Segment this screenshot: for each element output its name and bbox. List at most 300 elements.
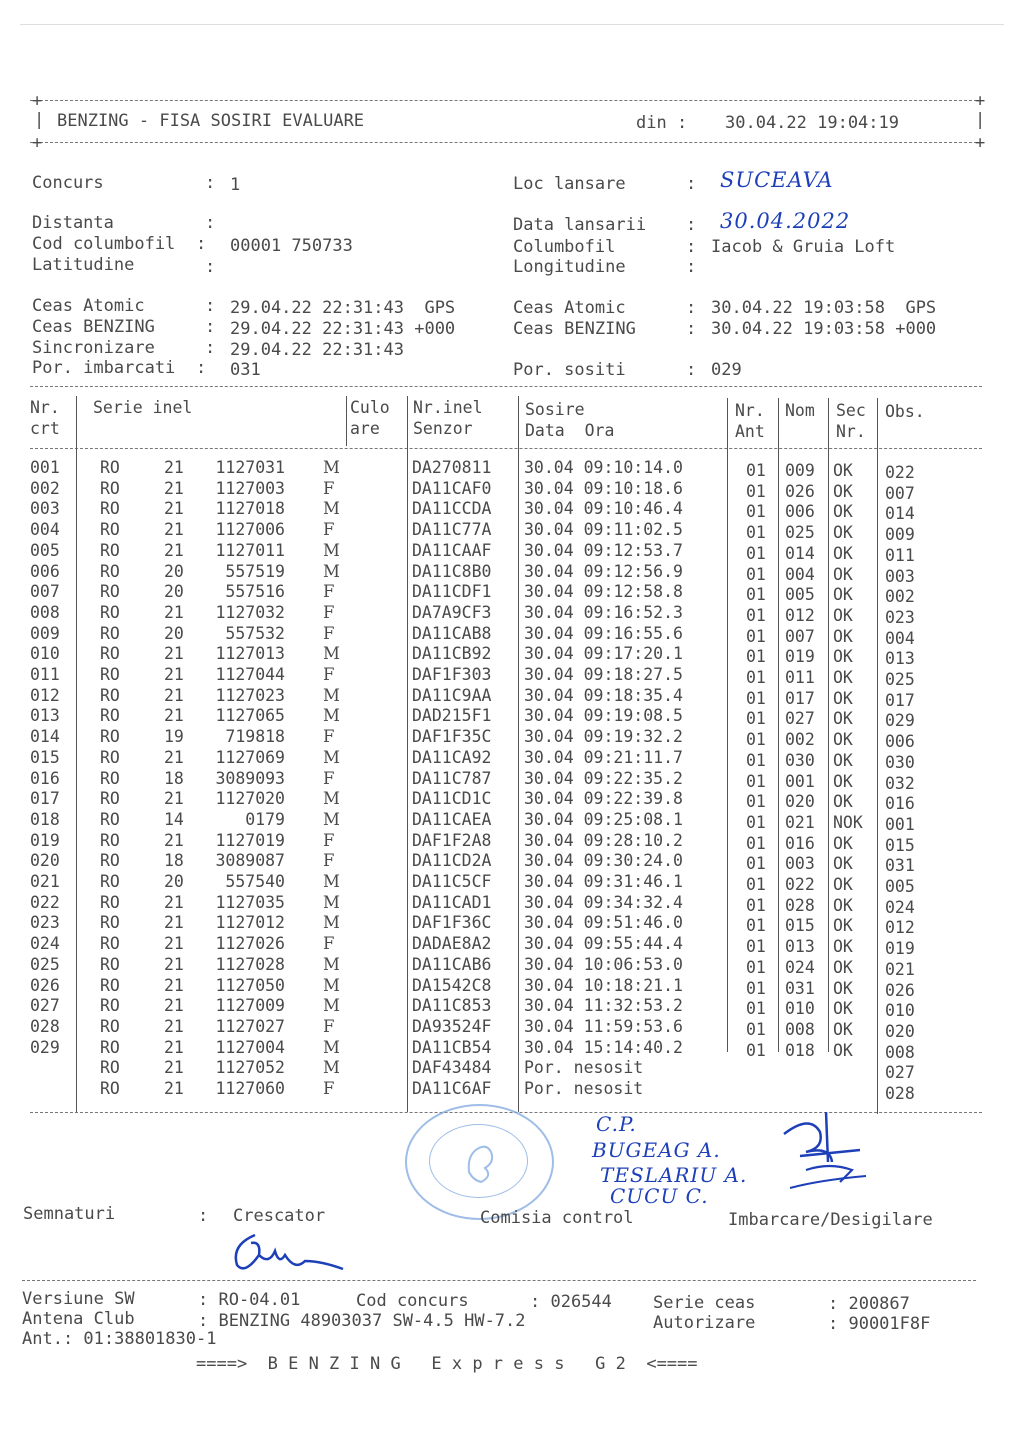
cell-sec: OK xyxy=(833,668,853,687)
cell-sensor: DA1542C8 xyxy=(412,975,492,995)
cell-sex: F xyxy=(323,602,335,622)
cell-year: 18 xyxy=(164,851,184,871)
cell-ring: 557516 xyxy=(225,582,285,602)
cell-sex: F xyxy=(323,520,335,540)
info-left-label: Por. imbarcati xyxy=(32,358,176,378)
cell-antenna: 01 xyxy=(746,647,766,667)
cell-ring: 1127020 xyxy=(215,789,285,809)
cell-obs: 002 xyxy=(885,587,915,607)
cell-country: RO xyxy=(100,975,120,995)
cell-country: RO xyxy=(100,1058,120,1078)
cell-year: 21 xyxy=(164,499,184,519)
table-row xyxy=(30,706,982,731)
cell-obs: 011 xyxy=(885,545,915,565)
cell-nr: 013 xyxy=(30,706,60,726)
cell-sex: F xyxy=(323,768,335,788)
cell-antenna: 01 xyxy=(746,688,766,708)
cell-sensor: DA11C9AA xyxy=(412,685,492,705)
cell-sensor: DAF1F303 xyxy=(412,665,492,684)
cell-ring: 1127050 xyxy=(215,975,285,995)
table-row xyxy=(30,954,982,979)
cell-sensor: DA11CAB8 xyxy=(412,623,492,643)
cell-sex: M xyxy=(323,644,340,664)
footer-border xyxy=(22,1280,976,1281)
table-row xyxy=(30,727,982,752)
cell-ring: 1127027 xyxy=(215,1016,285,1036)
info-left-sep: : xyxy=(205,317,216,337)
cell-sec: OK xyxy=(833,647,853,667)
cell-sec: OK xyxy=(833,957,853,977)
cell-arrival: 30.04 09:25:08.1 xyxy=(524,809,683,829)
cell-sensor: DAF43484 xyxy=(412,1058,492,1078)
col-line-2 xyxy=(346,396,347,446)
cell-year: 18 xyxy=(164,768,184,788)
cell-nr: 004 xyxy=(30,520,60,540)
cell-country: RO xyxy=(100,768,120,788)
cell-obs: 027 xyxy=(885,1063,915,1083)
cell-ring: 1127009 xyxy=(215,996,285,1016)
cell-antenna: 01 xyxy=(746,461,766,480)
cell-sex: F xyxy=(323,623,335,643)
cell-country: RO xyxy=(100,789,120,809)
cell-country: RO xyxy=(100,996,120,1016)
cell-obs: 029 xyxy=(885,711,915,731)
th-sec-1: Sec xyxy=(836,401,866,420)
table-row xyxy=(30,913,982,938)
cell-year: 21 xyxy=(164,830,184,850)
cell-antenna: 01 xyxy=(746,875,766,894)
footer-banner: ====> B E N Z I N G E x p r e s s G 2 <==== xyxy=(196,1354,698,1374)
cell-nr: 027 xyxy=(30,996,60,1016)
cell-sensor: DA7A9CF3 xyxy=(412,602,492,622)
cell-arrival: 30.04 09:10:18.6 xyxy=(524,478,683,498)
cell-obs: 012 xyxy=(885,918,915,938)
cell-sec: OK xyxy=(833,1040,853,1060)
cell-country: RO xyxy=(100,872,120,891)
cell-country: RO xyxy=(100,644,120,664)
cell-arrival: 30.04 09:12:58.8 xyxy=(524,582,683,602)
cell-antenna: 01 xyxy=(746,709,766,729)
cell-sensor: DA11CB54 xyxy=(412,1037,492,1057)
cell-country: RO xyxy=(100,892,120,912)
cell-antenna: 01 xyxy=(746,502,766,522)
cell-sensor: DA270811 xyxy=(412,458,492,477)
info-left-label: Ceas BENZING xyxy=(32,317,155,337)
table-row xyxy=(30,768,982,793)
cell-nom: 024 xyxy=(785,957,815,977)
cell-nom: 016 xyxy=(785,833,815,853)
crescator-signature xyxy=(225,1225,355,1285)
cell-sensor: DA11CAAF xyxy=(412,540,492,560)
info-left-label: Ceas Atomic xyxy=(32,296,145,316)
cell-obs: 005 xyxy=(885,877,915,896)
info-right-sep: : xyxy=(686,237,697,257)
cell-year: 21 xyxy=(164,1037,184,1057)
info-right-label: Ceas Atomic xyxy=(513,298,626,318)
cell-obs: 024 xyxy=(885,897,915,917)
th-ant-1: Nr. xyxy=(735,401,765,420)
table-row xyxy=(30,499,982,524)
cell-nr: 020 xyxy=(30,851,60,871)
cell-sensor: DA11CAF0 xyxy=(412,478,492,498)
cell-arrival: 30.04 10:06:53.0 xyxy=(524,954,683,974)
footer-cod-label: Cod concurs xyxy=(356,1291,469,1311)
cell-nr: 018 xyxy=(30,809,60,829)
info-right-sep: : xyxy=(686,360,697,380)
cell-nr: 008 xyxy=(30,602,60,622)
cell-year: 20 xyxy=(164,561,184,581)
commission-name: C.P. xyxy=(596,1112,637,1136)
th-ant-2: Ant xyxy=(735,422,765,441)
table-row xyxy=(30,665,982,689)
cell-arrival: 30.04 11:32:53.2 xyxy=(524,996,683,1016)
cell-nom: 001 xyxy=(785,771,815,791)
cell-sensor: DADAE8A2 xyxy=(412,934,492,954)
cell-sex: M xyxy=(323,789,340,809)
info-left-label: Concurs xyxy=(32,173,104,193)
footer-antena-label: Antena Club xyxy=(22,1309,135,1329)
cell-nom: 026 xyxy=(785,481,815,501)
cell-sex: M xyxy=(323,975,340,995)
header-din-label: din : xyxy=(636,113,688,133)
cell-sec: OK xyxy=(833,978,853,998)
cell-ring: 1127019 xyxy=(215,830,285,850)
table-row xyxy=(30,520,982,545)
cell-ring: 557540 xyxy=(225,872,285,891)
cell-arrival: 30.04 09:19:32.2 xyxy=(524,727,683,747)
cell-year: 21 xyxy=(164,478,184,498)
cell-sex: M xyxy=(323,1037,340,1057)
cell-obs: 006 xyxy=(885,732,915,752)
cell-sensor: DAF1F36C xyxy=(412,913,492,933)
footer-ant-line: Ant.: 01:38801830-1 xyxy=(22,1329,217,1349)
cell-arrival: 30.04 09:21:11.7 xyxy=(524,747,683,767)
cell-antenna: 01 xyxy=(746,605,766,625)
cell-year: 21 xyxy=(164,934,184,954)
cell-ring: 3089087 xyxy=(215,851,285,871)
cell-ring: 0179 xyxy=(245,809,285,829)
cell-sec: OK xyxy=(833,523,853,543)
cell-year: 21 xyxy=(164,996,184,1016)
cell-year: 21 xyxy=(164,665,184,684)
cell-arrival: 30.04 09:55:44.4 xyxy=(524,934,683,954)
cell-sec: OK xyxy=(833,502,853,522)
cell-sec: OK xyxy=(833,833,853,853)
cell-sex: M xyxy=(323,1058,340,1078)
cell-sec: OK xyxy=(833,709,853,729)
cell-nr: 022 xyxy=(30,892,60,912)
cell-nr: 026 xyxy=(30,975,60,995)
th-sosire-1: Sosire xyxy=(525,400,585,419)
cell-arrival: Por. nesosit xyxy=(524,1058,644,1078)
cell-sex: F xyxy=(323,934,335,954)
info-left-sep: : xyxy=(205,338,216,358)
cell-ring: 719818 xyxy=(225,727,285,747)
cell-nr: 006 xyxy=(30,561,60,581)
cell-arrival: 30.04 09:18:27.5 xyxy=(524,665,683,684)
cell-nom: 002 xyxy=(785,730,815,750)
cell-ring: 1127032 xyxy=(215,602,285,622)
cell-sensor: DA11C6AF xyxy=(412,1079,492,1098)
cell-country: RO xyxy=(100,809,120,829)
cell-ring: 1127013 xyxy=(215,644,285,664)
cell-obs: 031 xyxy=(885,856,915,876)
cell-arrival: 30.04 09:34:32.4 xyxy=(524,892,683,912)
cell-country: RO xyxy=(100,727,120,747)
cell-antenna: 01 xyxy=(746,792,766,812)
cell-ring: 557532 xyxy=(225,623,285,643)
cell-ring: 1127060 xyxy=(215,1079,285,1098)
cell-country: RO xyxy=(100,934,120,954)
info-left-sep: : xyxy=(205,173,216,193)
cell-year: 20 xyxy=(164,623,184,643)
table-row xyxy=(30,458,982,482)
cell-arrival: 30.04 09:51:46.0 xyxy=(524,913,683,933)
info-right-label: Data lansarii xyxy=(513,215,647,235)
cell-obs: 025 xyxy=(885,670,915,689)
cell-antenna: 01 xyxy=(746,937,766,957)
cell-nr: 024 xyxy=(30,934,60,954)
cell-nom: 009 xyxy=(785,461,815,480)
cell-arrival: 30.04 09:22:35.2 xyxy=(524,768,683,788)
cell-antenna: 01 xyxy=(746,833,766,853)
cell-arrival: 30.04 09:12:53.7 xyxy=(524,540,683,560)
cell-sex: F xyxy=(323,830,335,850)
cell-sec: OK xyxy=(833,895,853,915)
cell-nr: 005 xyxy=(30,540,60,560)
header-border-top xyxy=(30,100,982,101)
th-culoare-1: Culo xyxy=(350,398,390,417)
cell-nr: 001 xyxy=(30,458,60,477)
th-serie: Serie inel xyxy=(93,398,193,417)
th-obs: Obs. xyxy=(885,402,925,421)
cell-antenna: 01 xyxy=(746,585,766,605)
cell-ring: 1127018 xyxy=(215,499,285,519)
cell-sec: NOK xyxy=(833,812,863,832)
cell-nom: 015 xyxy=(785,916,815,936)
cell-antenna: 01 xyxy=(746,999,766,1019)
cell-nom: 017 xyxy=(785,688,815,708)
cell-ring: 1127026 xyxy=(215,934,285,954)
cell-sensor: DAD215F1 xyxy=(412,706,492,726)
cell-arrival: 30.04 11:59:53.6 xyxy=(524,1016,683,1036)
info-left-sep: : xyxy=(205,296,216,316)
cell-nom: 012 xyxy=(785,605,815,625)
th-culoare-2: are xyxy=(350,419,380,438)
table-row xyxy=(30,561,982,586)
cell-country: RO xyxy=(100,913,120,933)
cell-sensor: DA11CD2A xyxy=(412,851,492,871)
cell-sex: F xyxy=(323,1079,335,1098)
table-row xyxy=(30,644,982,669)
cell-sensor: DA11CA92 xyxy=(412,747,492,767)
cell-nr: 002 xyxy=(30,478,60,498)
header-bar-left: | xyxy=(34,110,45,130)
table-row xyxy=(30,830,982,855)
cell-antenna: 01 xyxy=(746,523,766,543)
cell-country: RO xyxy=(100,499,120,519)
cell-sec: OK xyxy=(833,730,853,750)
info-right-value: 30.04.22 19:03:58 +000 xyxy=(711,319,937,339)
cell-nom: 018 xyxy=(785,1040,815,1060)
cell-country: RO xyxy=(100,954,120,974)
cell-sex: M xyxy=(323,747,340,767)
cell-country: RO xyxy=(100,851,120,871)
cell-ring: 1127028 xyxy=(215,954,285,974)
cell-nom: 025 xyxy=(785,523,815,543)
cell-sensor: DA11C787 xyxy=(412,768,492,788)
cell-nom: 019 xyxy=(785,647,815,667)
cell-year: 21 xyxy=(164,1079,184,1098)
info-left-sep: : xyxy=(196,234,207,254)
cell-ring: 1127004 xyxy=(215,1037,285,1057)
cell-sec: OK xyxy=(833,461,853,480)
cell-sex: M xyxy=(323,540,340,560)
cell-ring: 1127069 xyxy=(215,747,285,767)
cell-country: RO xyxy=(100,1016,120,1036)
cell-nr: 023 xyxy=(30,913,60,933)
cell-sensor: DA11CCDA xyxy=(412,499,492,519)
cell-sex: M xyxy=(323,561,340,581)
info-left-label: Latitudine xyxy=(32,255,135,275)
header-corner-left-top: + xyxy=(32,91,43,111)
cell-antenna: 01 xyxy=(746,916,766,936)
cell-country: RO xyxy=(100,706,120,726)
cell-sensor: DA11C5CF xyxy=(412,872,492,891)
cell-country: RO xyxy=(100,540,120,560)
cell-sec: OK xyxy=(833,585,853,605)
info-left-label: Sincronizare xyxy=(32,338,155,358)
th-sec-2: Nr. xyxy=(836,422,866,441)
table-row xyxy=(30,996,982,1021)
cell-sensor: DA11C8B0 xyxy=(412,561,492,581)
cell-nr: 014 xyxy=(30,727,60,747)
table-row xyxy=(30,602,982,627)
cell-sensor: DAF1F2A8 xyxy=(412,830,492,850)
info-right-sep: : xyxy=(686,257,697,277)
th-nr-2: crt xyxy=(30,419,60,438)
table-row xyxy=(30,872,982,896)
cell-obs: 013 xyxy=(885,649,915,669)
cell-obs: 020 xyxy=(885,1021,915,1041)
cell-sex: F xyxy=(323,851,335,871)
info-right-label: Columbofil xyxy=(513,237,616,257)
cell-country: RO xyxy=(100,602,120,622)
cell-sec: OK xyxy=(833,937,853,957)
cell-nr: 012 xyxy=(30,685,60,705)
cell-nom: 011 xyxy=(785,668,815,687)
info-right-sep: : xyxy=(686,319,697,339)
cell-sec: OK xyxy=(833,999,853,1019)
cell-nom: 021 xyxy=(785,812,815,832)
table-row xyxy=(30,934,982,959)
cell-nr: 019 xyxy=(30,830,60,850)
cell-nom: 008 xyxy=(785,1019,815,1039)
cell-nom: 003 xyxy=(785,854,815,874)
cell-nom: 028 xyxy=(785,895,815,915)
info-left-sep: : xyxy=(205,213,216,233)
pigeon-icon xyxy=(407,1106,552,1218)
cell-year: 21 xyxy=(164,954,184,974)
cell-ring: 1127012 xyxy=(215,913,285,933)
cell-country: RO xyxy=(100,582,120,602)
signature-crescator-label: Crescator xyxy=(233,1206,326,1226)
cell-ring: 1127023 xyxy=(215,685,285,705)
cell-antenna: 01 xyxy=(746,1019,766,1039)
cell-arrival: 30.04 09:16:55.6 xyxy=(524,623,683,643)
cell-nr: 029 xyxy=(30,1037,60,1057)
cell-obs: 008 xyxy=(885,1042,915,1062)
cell-antenna: 01 xyxy=(746,812,766,832)
cell-nr: 028 xyxy=(30,1016,60,1036)
cell-arrival: 30.04 09:18:35.4 xyxy=(524,685,683,705)
cell-antenna: 01 xyxy=(746,854,766,874)
cell-obs: 028 xyxy=(885,1084,915,1103)
cell-ring: 1127035 xyxy=(215,892,285,912)
table-row xyxy=(30,892,982,917)
cell-nom: 030 xyxy=(785,750,815,770)
footer-antena-value: : BENZING 48903037 SW-4.5 HW-7.2 xyxy=(198,1311,526,1331)
cell-nr: 016 xyxy=(30,768,60,788)
cell-sex: M xyxy=(323,685,340,705)
cell-year: 21 xyxy=(164,975,184,995)
signatures-label: Semnaturi xyxy=(23,1204,116,1224)
cell-arrival: 30.04 09:28:10.2 xyxy=(524,830,683,850)
cell-sensor: DA11CDF1 xyxy=(412,582,492,602)
arrivals-table xyxy=(30,386,982,1114)
table-row xyxy=(30,1058,982,1083)
cell-sec: OK xyxy=(833,875,853,894)
cell-sensor: DA11CAEA xyxy=(412,809,492,829)
cell-country: RO xyxy=(100,1079,120,1098)
table-row xyxy=(30,478,982,503)
cell-year: 21 xyxy=(164,644,184,664)
cell-country: RO xyxy=(100,623,120,643)
cell-obs: 021 xyxy=(885,959,915,979)
cell-nr: 011 xyxy=(30,665,60,684)
cell-country: RO xyxy=(100,458,120,477)
cell-year: 21 xyxy=(164,1016,184,1036)
cell-year: 21 xyxy=(164,602,184,622)
cell-nom: 010 xyxy=(785,999,815,1019)
cell-sensor: DA11CD1C xyxy=(412,789,492,809)
cell-country: RO xyxy=(100,1037,120,1057)
info-right-value: SUCEAVA xyxy=(720,168,834,192)
cell-obs: 007 xyxy=(885,483,915,503)
info-right-value: 30.04.22 19:03:58 GPS xyxy=(711,298,937,318)
cell-nr: 015 xyxy=(30,747,60,767)
footer-autorizare-label: Autorizare xyxy=(653,1313,756,1333)
cell-antenna: 01 xyxy=(746,564,766,584)
table-row xyxy=(30,1016,982,1041)
info-left-sep: : xyxy=(196,358,207,378)
info-left-label: Cod columbofil xyxy=(32,234,176,254)
cell-year: 21 xyxy=(164,789,184,809)
table-row xyxy=(30,540,982,565)
cell-obs: 030 xyxy=(885,752,915,772)
cell-ring: 1127006 xyxy=(215,520,285,540)
info-right-sep: : xyxy=(686,215,697,235)
info-right-value: Iacob & Gruia Loft xyxy=(711,237,896,257)
cell-sec: OK xyxy=(833,605,853,625)
cell-ring: 3089093 xyxy=(215,768,285,788)
info-left-label: Distanta xyxy=(32,213,114,233)
cell-country: RO xyxy=(100,561,120,581)
cell-antenna: 01 xyxy=(746,626,766,646)
cell-arrival: 30.04 10:18:21.1 xyxy=(524,975,683,995)
cell-nom: 006 xyxy=(785,502,815,522)
info-left-value: 29.04.22 22:31:43 xyxy=(230,340,404,360)
